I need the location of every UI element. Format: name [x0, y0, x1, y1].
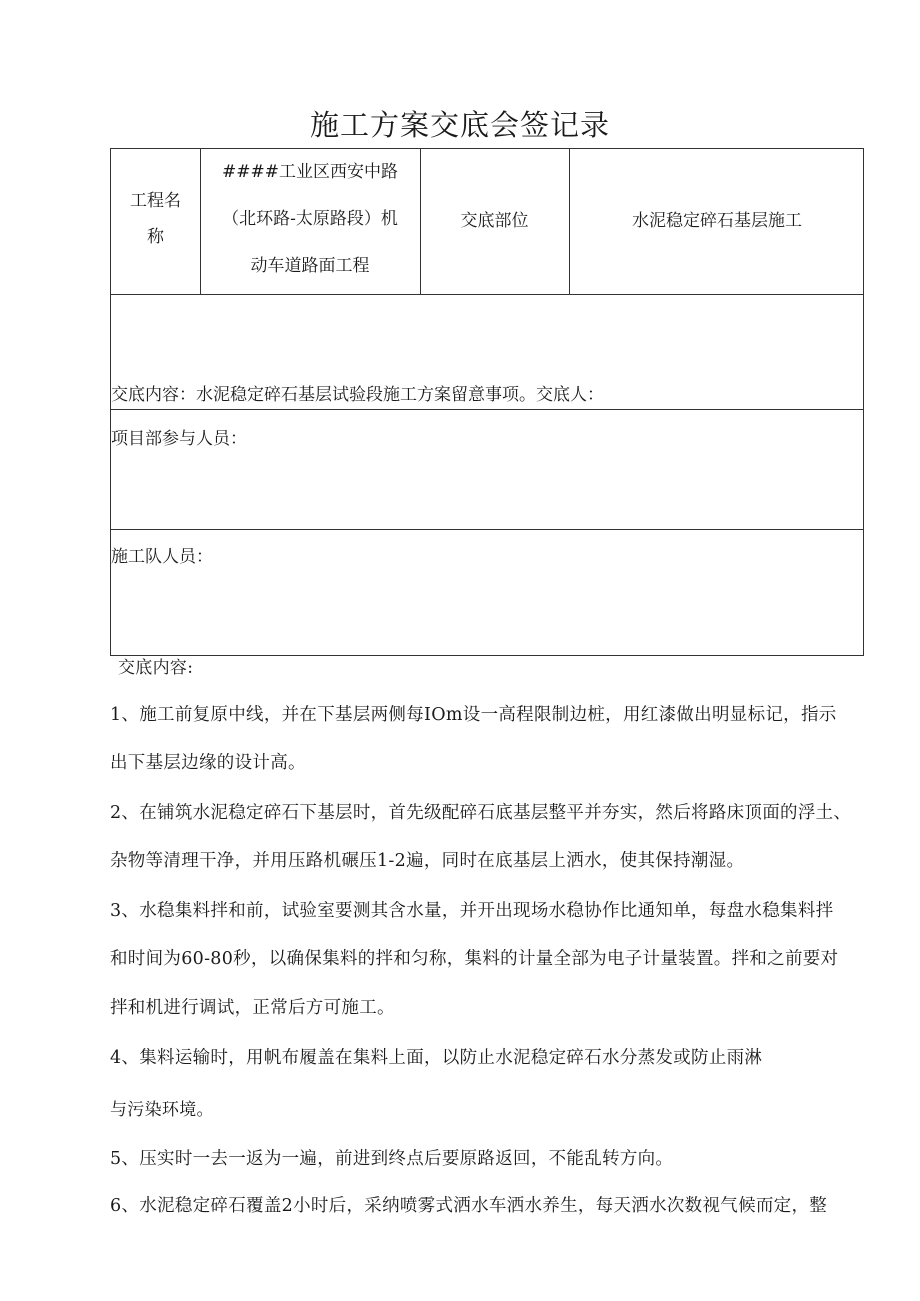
body-heading: 交底内容: — [118, 658, 194, 678]
paragraph-3-line-3: 拌和机进行调试，正常后方可施工。 — [110, 998, 395, 1018]
paragraph-4-line-2: 与污染环境。 — [110, 1100, 214, 1120]
team-participants-label: 施工队人员： — [111, 547, 213, 567]
paragraph-3-line-2: 和时间为60-80秒，以确保集料的拌和匀称，集料的计量全部为电子计量装置。拌和之前要对 — [110, 949, 839, 969]
content-row-text: 交底内容：水泥稳定碎石基层试验段施工方案留意事项。交底人： — [111, 385, 604, 405]
project-name-value — [200, 149, 420, 290]
project-name-label — [111, 183, 200, 255]
project-name-label-line: 工程名 — [130, 191, 181, 211]
paragraph-5-line-1: 5、压实时一去一返为一遍，前进到终点后要原路返回，不能乱转方向。 — [110, 1149, 674, 1169]
project-name-line: ####工业区西安中路 — [222, 162, 398, 182]
paragraph-2-line-2: 杂物等清理干净，并用压路机碾压1-2遍，同时在底基层上洒水，使其保持潮湿。 — [110, 851, 745, 871]
paragraph-4-line-1: 4、集料运输时，用帆布履盖在集料上面，以防止水泥稳定碎石水分蒸发或防止雨淋 — [110, 1048, 763, 1068]
project-name-line: 动车道路面工程 — [250, 256, 370, 276]
paragraph-1-line-2: 出下基层边缘的设计高。 — [110, 753, 306, 773]
document-title: 施工方案交底会签记录 — [309, 108, 610, 142]
dept-participants-label: 项目部参与人员： — [111, 429, 247, 449]
table-rule — [111, 529, 863, 530]
paragraph-2-line-1: 2、在铺筑水泥稳定碎石下基层时，首先级配碎石底基层整平并夯实，然后将路床顶面的浮土、 — [110, 803, 852, 823]
project-name-label-line: 称 — [147, 227, 164, 247]
paragraph-3-line-1: 3、水稳集料拌和前，试验室要测其含水量，并开出现场水稳协作比通知单，每盘水稳集料拌 — [110, 901, 834, 921]
paragraph-6-line-1: 6、水泥稳定碎石覆盖2小时后，采纳喷雾式洒水车洒水养生，每天洒水次数视气候而定，整 — [110, 1196, 828, 1216]
project-name-line: （北环路-太原路段）机 — [222, 209, 398, 229]
sign-off-table — [110, 148, 864, 656]
position-label: 交底部位 — [460, 211, 529, 231]
table-rule — [111, 294, 863, 295]
position-value: 水泥稳定碎石基层施工 — [632, 211, 802, 231]
paragraph-1-line-1: 1、施工前复原中线，并在下基层两侧每IOm设一高程限制边桩，用红漆做出明显标记，指示 — [110, 705, 837, 725]
